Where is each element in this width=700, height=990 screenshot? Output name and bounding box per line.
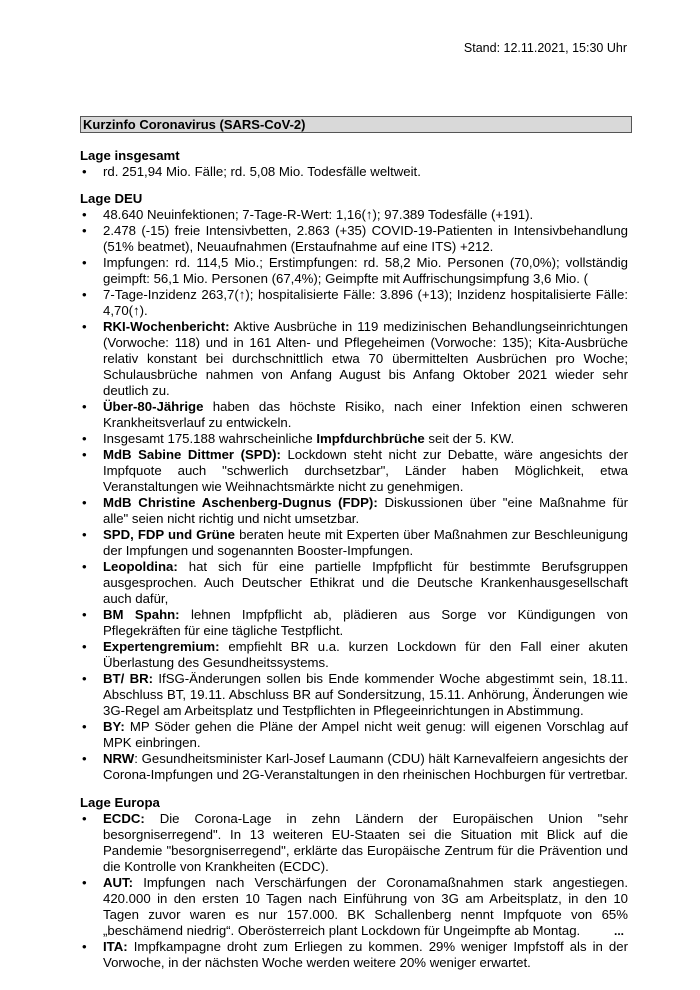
item-keyword: NRW bbox=[103, 751, 135, 766]
item-keyword: BM Spahn: bbox=[103, 607, 180, 622]
item-keyword: BY: bbox=[103, 719, 125, 734]
item-keyword: MdB Christine Aschenberg-Dugnus (FDP): bbox=[103, 495, 378, 510]
list-item bbox=[80, 939, 628, 971]
list-item bbox=[80, 751, 628, 783]
item-text: Diskussionen über "eine Maßnahme für alle" seien nicht richtig und nicht umsetzbar. bbox=[103, 495, 628, 526]
item-text: Impfungen nach Verschärfungen der Coronamaßnahmen stark angestiegen. 420.000 in den ersten 10 Tagen nach Einführung von 3G am Arbeitsplatz, in den 10 Tagen zuvor waren es nur 157.000. BK Schallenberg nennt Impfquote von 65% „beschämend niedrig“. Oberösterreich plant Lockdown für Ungeimpfte ab Montag. bbox=[103, 875, 628, 938]
item-keyword: AUT: bbox=[103, 875, 134, 890]
list-item bbox=[80, 607, 628, 639]
item-text: hat sich für eine partielle Impfpflicht für bestimmte Berufsgruppen ausgesprochen. Auch Deutscher Ethikrat und die Deutsche Krankenhausgesellschaft auch dafür, bbox=[103, 559, 628, 606]
item-text: Die Corona-Lage in zehn Ländern der Europäischen Union "sehr besorgniserregend". In 13 weiteren EU-Staaten sei die Situation mit Blick auf die Pandemie "besorgniserregend", erklärte das Europäische Zentrum für die Prävention und die Kontrolle von Krankheiten (ECDC). bbox=[103, 811, 628, 874]
item-keyword: RKI-Wochenbericht: bbox=[103, 319, 230, 334]
document-date-stamp: Stand: 12.11.2021, 15:30 Uhr bbox=[463, 41, 627, 55]
item-keyword: BT/ BR: bbox=[103, 671, 154, 686]
item-text: seit der 5. KW. bbox=[424, 431, 515, 446]
section-lage-deu bbox=[80, 191, 628, 783]
continuation-marker: ... bbox=[613, 924, 624, 938]
item-keyword: SPD, FDP und Grüne bbox=[103, 527, 236, 542]
item-text: 2.478 (-15) freie Intensivbetten, 2.863 (+35) COVID-19-Patienten in Intensivbehandlung (51% beatmet), Neuaufnahmen (Erstaufnahme auf eine ITS) +212. bbox=[103, 223, 628, 254]
item-text: lehnen Impfpflicht ab, plädieren aus Sorge vor Kündigungen von Pflegekräften für eine tägliche Testpflicht. bbox=[103, 607, 628, 638]
list-item bbox=[80, 287, 628, 319]
list-item bbox=[80, 447, 628, 495]
list-item bbox=[80, 223, 628, 255]
list-item bbox=[80, 719, 628, 751]
bullet-list bbox=[80, 164, 628, 180]
list-item bbox=[80, 207, 628, 223]
item-keyword: Impfdurchbrüche bbox=[316, 431, 425, 446]
list-item bbox=[80, 527, 628, 559]
item-keyword: ECDC: bbox=[103, 811, 145, 826]
list-item bbox=[80, 671, 628, 719]
item-text: beraten heute mit Experten über Maßnahmen zur Beschleunigung der Impfungen und sogenannten Booster-Impfungen. bbox=[103, 527, 628, 558]
item-text: MP Söder gehen die Pläne der Ampel nicht weit genug: will eigenen Vorschlag auf MPK einbringen. bbox=[103, 719, 628, 750]
item-text: rd. 251,94 Mio. Fälle; rd. 5,08 Mio. Todesfälle weltweit. bbox=[103, 164, 421, 179]
section-heading: Lage Europa bbox=[80, 795, 160, 810]
document-title-banner: Kurzinfo Coronavirus (SARS-CoV-2) bbox=[80, 116, 632, 133]
bullet-list bbox=[80, 811, 628, 971]
list-item bbox=[80, 639, 628, 671]
item-keyword: Leopoldina: bbox=[103, 559, 178, 574]
item-text: IfSG-Änderungen sollen bis Ende kommender Woche abgestimmt sein, 18.11. Abschluss BT, 19.11. Abschluss BR auf Sondersitzung, 15.11. Anhörung, Änderungen wie 3G-Regel am Arbeitsplatz und Testpflichten in Pflegeeinrichtungen in Abstimmung. bbox=[103, 671, 628, 718]
item-text: Impfungen: rd. 114,5 Mio.; Erstimpfungen: rd. 58,2 Mio. Personen (70,0%); vollständig geimpft: 56,1 Mio. Personen (67,4%); Geimpfte mit Auffrischungsimpfung 3,6 Mio. ( bbox=[103, 255, 628, 286]
item-text: empfiehlt BR u.a. kurzen Lockdown für den Fall einer akuten Überlastung des Gesundheitssystems. bbox=[103, 639, 628, 670]
item-text: Impfkampagne droht zum Erliegen zu kommen. 29% weniger Impfstoff als in der Vorwoche, in der nächsten Woche werden weitere 20% weniger erwartet. bbox=[103, 939, 628, 970]
list-item bbox=[80, 399, 628, 431]
item-keyword: ITA: bbox=[103, 939, 128, 954]
list-item bbox=[80, 255, 628, 287]
item-text: haben das höchste Risiko, nach einer Infektion einen schweren Krankheitsverlauf zu entwickeln. bbox=[103, 399, 628, 430]
item-keyword: MdB Sabine Dittmer (SPD): bbox=[103, 447, 281, 462]
list-item bbox=[80, 319, 628, 399]
document-body bbox=[80, 148, 628, 971]
list-item bbox=[80, 164, 628, 180]
item-text: : Gesundheitsminister Karl-Josef Laumann (CDU) hält Karnevalfeiern angesichts der Corona-Impfungen und 2G-Veranstaltungen in den rheinischen Hochburgen für vertretbar. bbox=[103, 751, 628, 782]
section-lage-europa bbox=[80, 795, 628, 971]
item-text: Insgesamt 175.188 wahrscheinliche bbox=[103, 431, 317, 446]
item-keyword: Expertengremium: bbox=[103, 639, 220, 654]
list-item bbox=[80, 875, 628, 939]
item-keyword: Über-80-Jährige bbox=[103, 399, 204, 414]
item-text: Lockdown steht nicht zur Debatte, wäre angesichts der Impfquote auch "schwerlich durchsetzbar", Länder haben Möglichkeit, etwa Veranstaltungen wie Weihnachtsmärkte nicht zu genehmigen. bbox=[103, 447, 628, 494]
bullet-list bbox=[80, 207, 628, 783]
section-heading: Lage DEU bbox=[80, 191, 143, 206]
item-text: 48.640 Neuinfektionen; 7-Tage-R-Wert: 1,16(↑); 97.389 Todesfälle (+191). bbox=[103, 207, 534, 222]
item-text: Aktive Ausbrüche in 119 medizinischen Behandlungseinrichtungen (Vorwoche: 118) und in 161 Alten- und Pflegeheimen (Vorwoche: 135); Kita-Ausbrüche relativ konstant bei durchschnittlich etwa 70 übermittelten Ausbrüchen pro Woche; Schulausbrüche nahmen von Anfang August bis Anfang Oktober 2021 wieder sehr deutlich zu. bbox=[103, 319, 628, 398]
list-item bbox=[80, 559, 628, 607]
item-text: 7-Tage-Inzidenz 263,7(↑); hospitalisierte Fälle: 3.896 (+13); Inzidenz hospitalisierte Fälle: 4,70(↑). bbox=[103, 287, 628, 318]
list-item bbox=[80, 431, 628, 447]
section-heading: Lage insgesamt bbox=[80, 148, 180, 163]
section-lage-insgesamt bbox=[80, 148, 628, 180]
list-item bbox=[80, 495, 628, 527]
list-item bbox=[80, 811, 628, 875]
